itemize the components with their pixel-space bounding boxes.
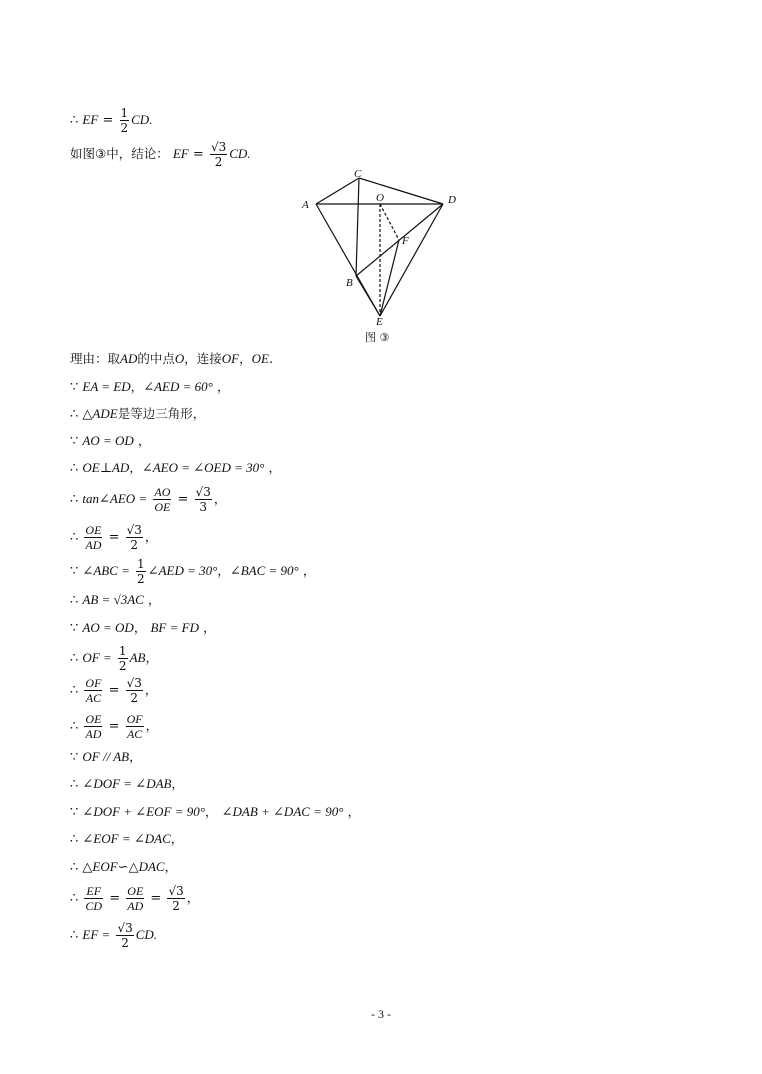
text: ， xyxy=(186,890,200,905)
equals: = xyxy=(192,147,204,162)
numerator: OF xyxy=(126,712,143,726)
expr: BF = FD xyxy=(150,620,199,635)
fraction xyxy=(167,884,184,913)
line-4 xyxy=(70,379,229,396)
numerator: OF xyxy=(85,676,102,690)
because-symbol: ∵ xyxy=(70,380,79,395)
segment-be xyxy=(356,276,380,316)
line-15 xyxy=(70,712,158,741)
denominator: AC xyxy=(85,691,102,705)
denominator: AC xyxy=(126,727,143,741)
line-3 xyxy=(70,351,273,368)
line-16 xyxy=(70,749,142,766)
text: ， xyxy=(171,776,184,791)
fraction xyxy=(118,644,128,673)
expr: ∠ABC = xyxy=(82,563,130,578)
expr: AD xyxy=(120,351,138,366)
numerator: OE xyxy=(127,884,144,898)
denominator: 2 xyxy=(137,572,145,586)
denominator: OE xyxy=(154,500,171,514)
numerator: OE xyxy=(85,523,102,537)
denominator: 3 xyxy=(199,500,207,514)
text: 是等边三角形， xyxy=(117,406,206,421)
therefore-symbol: ∴ xyxy=(70,928,79,943)
therefore-symbol: ∴ xyxy=(70,860,79,875)
label-e: E xyxy=(376,316,383,328)
text: . xyxy=(268,352,274,367)
line-8 xyxy=(70,485,226,514)
denominator: 2 xyxy=(118,659,127,673)
denominator: CD xyxy=(85,899,103,913)
because-symbol: ∵ xyxy=(70,805,79,820)
expr: ∠DAB + ∠DAC = 90° xyxy=(221,804,344,819)
text: ，连接 xyxy=(184,351,222,366)
numerator: √3 xyxy=(210,140,227,154)
text: ， xyxy=(144,529,158,544)
line-12 xyxy=(70,620,216,637)
equals: = xyxy=(177,492,189,507)
line-7 xyxy=(70,460,281,477)
denominator: 2 xyxy=(130,538,139,552)
denominator: 2 xyxy=(172,899,180,913)
text: 的中点 xyxy=(137,351,175,366)
text: ， xyxy=(203,620,216,635)
numerator: 1 xyxy=(118,644,127,658)
segment-de xyxy=(380,204,443,316)
denominator: AD xyxy=(85,538,102,552)
expr: OE⊥AD xyxy=(82,460,130,475)
expr: CD. xyxy=(229,146,251,161)
because-symbol: ∵ xyxy=(70,434,79,449)
equals: = xyxy=(150,891,162,906)
denominator: 2 xyxy=(120,121,129,135)
text: ， xyxy=(144,682,158,697)
text: ， xyxy=(213,491,227,506)
equals: = xyxy=(108,719,120,734)
denominator: 2 xyxy=(130,691,139,705)
text: ， xyxy=(129,460,142,475)
label-a: A xyxy=(302,199,309,211)
expr: ∠AED = 30° xyxy=(147,563,218,578)
therefore-symbol: ∴ xyxy=(70,651,79,666)
label-c: C xyxy=(354,168,362,180)
numerator: √3 xyxy=(168,884,184,898)
therefore-symbol: ∴ xyxy=(70,593,79,608)
numerator: √3 xyxy=(195,485,211,499)
fraction xyxy=(126,884,144,913)
line-20 xyxy=(70,859,177,876)
line-9 xyxy=(70,523,157,552)
text: ， xyxy=(239,351,252,366)
fraction xyxy=(84,523,102,552)
text: ， xyxy=(216,379,230,394)
because-symbol: ∵ xyxy=(70,621,79,636)
text: ， xyxy=(147,592,161,607)
expr: AO = OD xyxy=(82,433,134,448)
line-5 xyxy=(70,406,205,423)
therefore-symbol: ∴ xyxy=(70,113,79,128)
line-14 xyxy=(70,676,157,705)
expr: EF xyxy=(82,112,99,127)
label-o: O xyxy=(376,192,384,204)
expr: OF // AB xyxy=(82,749,130,764)
text: ， xyxy=(145,650,158,665)
segment-of-dashed xyxy=(380,204,399,240)
fraction xyxy=(126,712,144,741)
expr: EF = xyxy=(82,927,111,942)
numerator: OE xyxy=(85,712,102,726)
text: ， xyxy=(129,749,142,764)
text: ， xyxy=(133,620,147,635)
fraction xyxy=(84,884,103,913)
expr: OE xyxy=(251,351,269,366)
expr: AO = OD xyxy=(82,620,134,635)
text: ， xyxy=(130,379,144,394)
fraction xyxy=(153,485,171,514)
line-22 xyxy=(70,921,157,950)
text: ， xyxy=(170,831,184,846)
expr: AB = √3AC xyxy=(82,592,144,607)
equals: = xyxy=(108,530,120,545)
line-18 xyxy=(70,804,360,821)
therefore-symbol: ∴ xyxy=(70,891,79,906)
therefore-symbol: ∴ xyxy=(70,777,79,792)
segment-fe xyxy=(380,240,399,316)
therefore-symbol: ∴ xyxy=(70,832,79,847)
because-symbol: ∵ xyxy=(70,750,79,765)
therefore-symbol: ∴ xyxy=(70,530,79,545)
therefore-symbol: ∴ xyxy=(70,407,79,422)
label-f: F xyxy=(402,235,409,247)
equals: = xyxy=(108,683,120,698)
line-6 xyxy=(70,433,150,450)
expr: ∠DOF = ∠DAB xyxy=(82,776,172,791)
denominator: AD xyxy=(127,899,144,913)
fraction xyxy=(136,557,146,586)
expr: EA = ED xyxy=(82,379,131,394)
numerator: EF xyxy=(86,884,102,898)
expr: tan∠AEO = xyxy=(82,491,148,506)
fraction xyxy=(84,712,102,741)
therefore-symbol: ∴ xyxy=(70,461,79,476)
text: ， xyxy=(268,460,282,475)
fraction xyxy=(116,921,133,950)
text: ， xyxy=(217,563,230,578)
equals: = xyxy=(102,113,114,128)
segment-ac xyxy=(316,178,359,204)
expr: ∠BAC = 90° xyxy=(229,563,299,578)
text: ， xyxy=(302,563,316,578)
label-d: D xyxy=(448,194,456,206)
line-2 xyxy=(70,140,251,169)
expr: ∠AED = 60° xyxy=(143,379,213,394)
figure-caption: 图 ③ xyxy=(365,331,390,344)
text: 理由：取 xyxy=(70,351,121,366)
expr: O xyxy=(174,351,185,366)
expr: ∠EOF = ∠DAC xyxy=(82,831,171,846)
denominator: AD xyxy=(85,727,102,741)
line-11 xyxy=(70,592,160,609)
expr: CD. xyxy=(135,927,158,942)
therefore-symbol: ∴ xyxy=(70,719,79,734)
line-13 xyxy=(70,644,158,673)
line-10 xyxy=(70,557,315,586)
fraction xyxy=(126,523,143,552)
line-17 xyxy=(70,776,184,793)
page-number: - 3 - xyxy=(371,1007,391,1021)
segment-cb xyxy=(356,178,359,276)
expr: AB xyxy=(129,650,146,665)
numerator: AO xyxy=(154,485,171,499)
fraction xyxy=(84,676,102,705)
numerator: 1 xyxy=(120,106,129,120)
expr: OF = xyxy=(82,650,112,665)
text: ， xyxy=(347,804,361,819)
denominator: 2 xyxy=(214,155,223,169)
text: ， xyxy=(137,433,151,448)
numerator: 1 xyxy=(137,557,145,571)
expr: OF xyxy=(221,351,240,366)
expr: ∠AEO = ∠OED = 30° xyxy=(141,460,265,475)
therefore-symbol: ∴ xyxy=(70,492,79,507)
text: ， xyxy=(145,718,159,733)
because-symbol: ∵ xyxy=(70,564,79,579)
numerator: √3 xyxy=(126,676,142,690)
numerator: √3 xyxy=(126,523,142,537)
label-b: B xyxy=(346,277,353,289)
fraction xyxy=(195,485,212,514)
text: ， xyxy=(204,804,218,819)
segment-cd xyxy=(359,178,443,204)
fraction xyxy=(210,140,227,169)
expr: △EOF∽△DAC xyxy=(82,859,165,874)
equals: = xyxy=(109,891,121,906)
denominator: 2 xyxy=(121,936,129,950)
line-1 xyxy=(70,106,152,135)
expr: △ADE xyxy=(82,406,118,421)
fraction xyxy=(120,106,130,135)
fraction xyxy=(126,676,143,705)
expr: EF xyxy=(172,146,189,161)
text: 如图③中，结论： xyxy=(70,146,169,161)
numerator: √3 xyxy=(117,921,133,935)
expr: CD. xyxy=(131,112,153,127)
therefore-symbol: ∴ xyxy=(70,683,79,698)
segment-bd xyxy=(356,204,443,276)
line-21 xyxy=(70,884,199,913)
geometry-figure xyxy=(298,168,468,348)
line-19 xyxy=(70,831,183,848)
expr: ∠DOF + ∠EOF = 90° xyxy=(82,804,205,819)
text: ， xyxy=(164,859,178,874)
